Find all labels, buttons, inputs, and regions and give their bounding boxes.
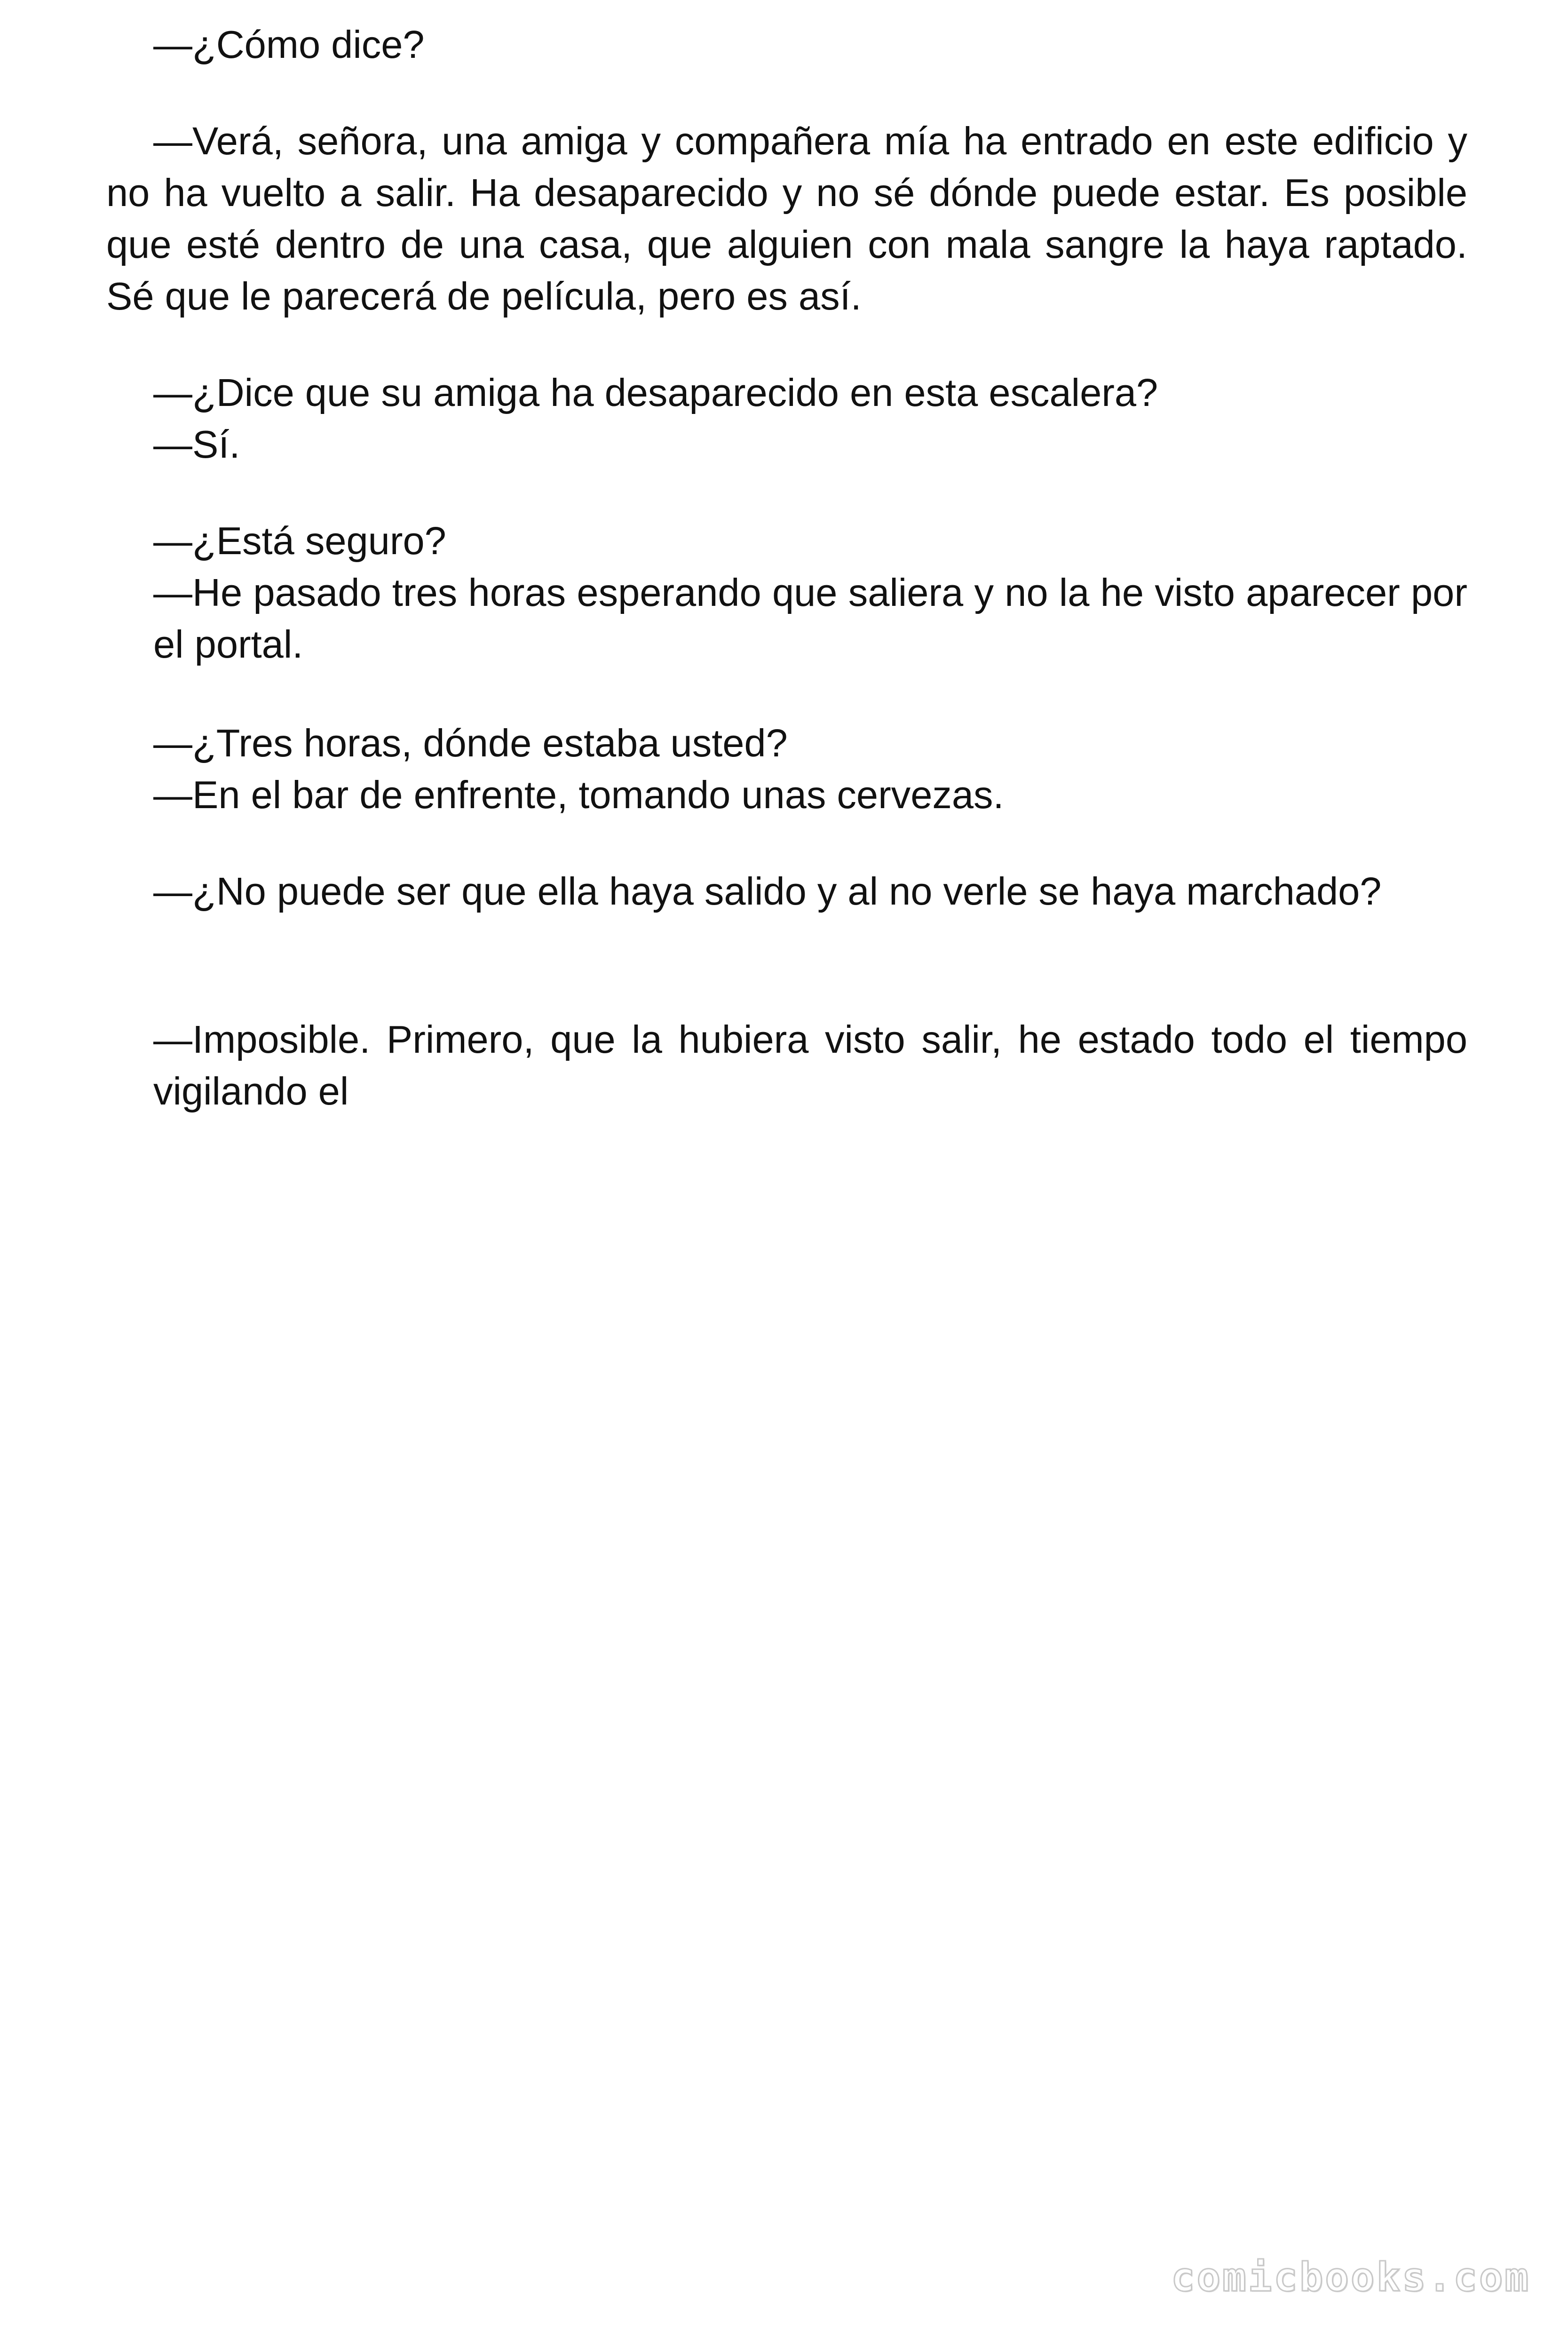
paragraph-7: —¿Tres horas, dónde estaba usted? (153, 721, 788, 765)
paragraph-9: —¿No puede ser que ella haya salido y al no verle se haya marchado? (153, 869, 1382, 913)
watermark-logo: comicbooks.com (1171, 2254, 1530, 2300)
paragraph-10: —Imposible. Primero, que la hubiera visto salir, he estado todo el tiempo vigilando el (153, 1017, 1467, 1113)
paragraph-8: —En el bar de enfrente, tomando unas cervezas. (153, 773, 1004, 817)
paragraph-3: —¿Dice que su amiga ha desaparecido en esta escalera? (153, 371, 1158, 414)
paragraph-5: —¿Está seguro? (153, 519, 446, 563)
paragraph-1: —¿Cómo dice? (153, 23, 425, 66)
paragraph-6: —He pasado tres horas esperando que saliera y no la he visto aparecer por el portal. (153, 571, 1467, 666)
paragraph-2: —Verá, señora, una amiga y compañera mía ha entrado en este edificio y no ha vuelto a salir. Ha desaparecido y no sé dónde puede estar. Es posible que esté dentro de una casa, que alguien con mala sangre la haya raptado. Sé que le parecerá de película, pero es así. (106, 119, 1467, 318)
paragraph-4: —Sí. (153, 422, 240, 466)
